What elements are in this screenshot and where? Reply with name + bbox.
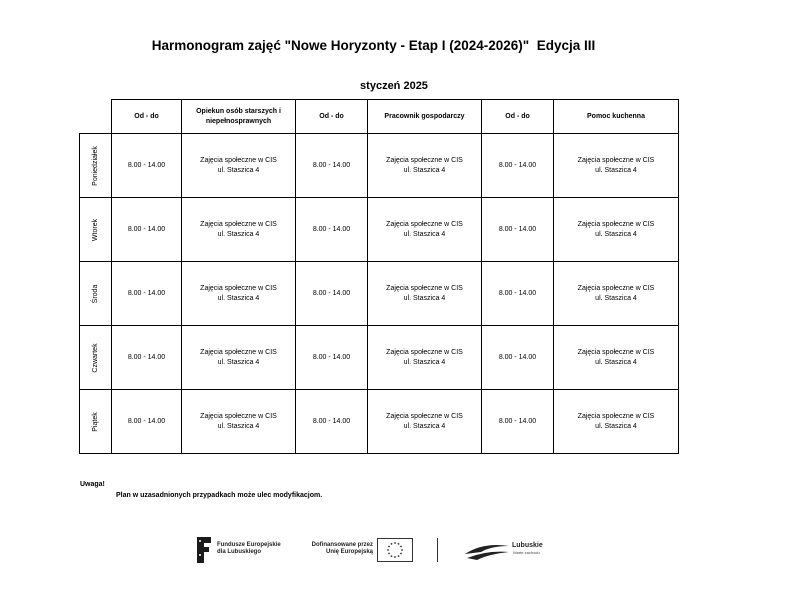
day-label: Czwartek bbox=[91, 342, 99, 373]
time-cell: 8.00 - 14.00 bbox=[112, 262, 182, 326]
eu-flag-icon bbox=[377, 538, 413, 562]
table-row bbox=[80, 390, 679, 454]
lubuskie-logo-subtitle: Warte zachodu bbox=[513, 550, 540, 555]
lubuskie-logo-text: Lubuskie bbox=[512, 542, 543, 549]
time-cell: 8.00 - 14.00 bbox=[482, 390, 554, 454]
lubuskie-logo-icon bbox=[463, 538, 511, 562]
activity-cell: Zajęcia społeczne w CIS ul. Staszica 4 bbox=[182, 262, 296, 326]
table-row bbox=[80, 326, 679, 390]
table-row bbox=[80, 134, 679, 198]
schedule-table bbox=[79, 99, 679, 454]
activity-cell: Zajęcia społeczne w CIS ul. Staszica 4 bbox=[554, 198, 679, 262]
time-cell: 8.00 - 14.00 bbox=[482, 134, 554, 198]
header-row bbox=[80, 100, 679, 134]
activity-cell: Zajęcia społeczne w CIS ul. Staszica 4 bbox=[554, 134, 679, 198]
activity-cell: Zajęcia społeczne w CIS ul. Staszica 4 bbox=[554, 326, 679, 390]
time-cell: 8.00 - 14.00 bbox=[112, 326, 182, 390]
day-label: Wtorek bbox=[91, 218, 99, 241]
time-cell: 8.00 - 14.00 bbox=[296, 390, 368, 454]
activity-cell: Zajęcia społeczne w CIS ul. Staszica 4 bbox=[182, 134, 296, 198]
time-cell: 8.00 - 14.00 bbox=[296, 134, 368, 198]
time-cell: 8.00 - 14.00 bbox=[112, 134, 182, 198]
fe-logo-text: Fundusze Europejskie dla Lubuskiego bbox=[217, 542, 281, 555]
time-cell: 8.00 - 14.00 bbox=[296, 262, 368, 326]
time-cell: 8.00 - 14.00 bbox=[482, 326, 554, 390]
month-heading: styczeń 2025 bbox=[360, 80, 428, 92]
table-row bbox=[80, 198, 679, 262]
time-cell: 8.00 - 14.00 bbox=[112, 198, 182, 262]
time-cell: 8.00 - 14.00 bbox=[482, 198, 554, 262]
column-header: Pracownik gospodarczy bbox=[368, 100, 482, 134]
activity-cell: Zajęcia społeczne w CIS ul. Staszica 4 bbox=[554, 262, 679, 326]
activity-cell: Zajęcia społeczne w CIS ul. Staszica 4 bbox=[368, 390, 482, 454]
activity-cell: Zajęcia społeczne w CIS ul. Staszica 4 bbox=[182, 198, 296, 262]
logo-divider bbox=[437, 538, 438, 562]
activity-cell: Zajęcia społeczne w CIS ul. Staszica 4 bbox=[368, 198, 482, 262]
column-header: Opiekun osób starszych i niepełnosprawnych bbox=[182, 100, 296, 134]
document-title: Harmonogram zajęć "Nowe Horyzonty - Etap I (2024-2026)" Edycja III bbox=[151, 38, 596, 53]
activity-cell: Zajęcia społeczne w CIS ul. Staszica 4 bbox=[182, 326, 296, 390]
ue-logo-text: Dofinansowane przez Unię Europejską bbox=[311, 542, 373, 555]
corner-cell bbox=[80, 100, 112, 134]
day-cell bbox=[80, 262, 112, 326]
logo-strip bbox=[195, 533, 555, 567]
time-cell: 8.00 - 14.00 bbox=[482, 262, 554, 326]
table-row bbox=[80, 262, 679, 326]
time-cell: 8.00 - 14.00 bbox=[296, 326, 368, 390]
day-cell bbox=[80, 198, 112, 262]
column-header: Pomoc kuchenna bbox=[554, 100, 679, 134]
note-label: Uwaga! bbox=[80, 481, 105, 488]
activity-cell: Zajęcia społeczne w CIS ul. Staszica 4 bbox=[368, 134, 482, 198]
fundusze-europejskie-logo-icon bbox=[195, 535, 213, 565]
note-text: Plan w uzasadnionych przypadkach może ulec modyfikacjom. bbox=[116, 492, 323, 499]
activity-cell: Zajęcia społeczne w CIS ul. Staszica 4 bbox=[554, 390, 679, 454]
column-header: Od - do bbox=[296, 100, 368, 134]
day-label: Poniedziałek bbox=[91, 145, 99, 186]
day-cell bbox=[80, 326, 112, 390]
day-cell bbox=[80, 134, 112, 198]
time-cell: 8.00 - 14.00 bbox=[296, 198, 368, 262]
day-cell bbox=[80, 390, 112, 454]
day-label: Piątek bbox=[91, 411, 99, 432]
column-header: Od - do bbox=[482, 100, 554, 134]
column-header: Od - do bbox=[112, 100, 182, 134]
day-label: Środa bbox=[91, 284, 99, 303]
activity-cell: Zajęcia społeczne w CIS ul. Staszica 4 bbox=[368, 326, 482, 390]
activity-cell: Zajęcia społeczne w CIS ul. Staszica 4 bbox=[368, 262, 482, 326]
activity-cell: Zajęcia społeczne w CIS ul. Staszica 4 bbox=[182, 390, 296, 454]
time-cell: 8.00 - 14.00 bbox=[112, 390, 182, 454]
